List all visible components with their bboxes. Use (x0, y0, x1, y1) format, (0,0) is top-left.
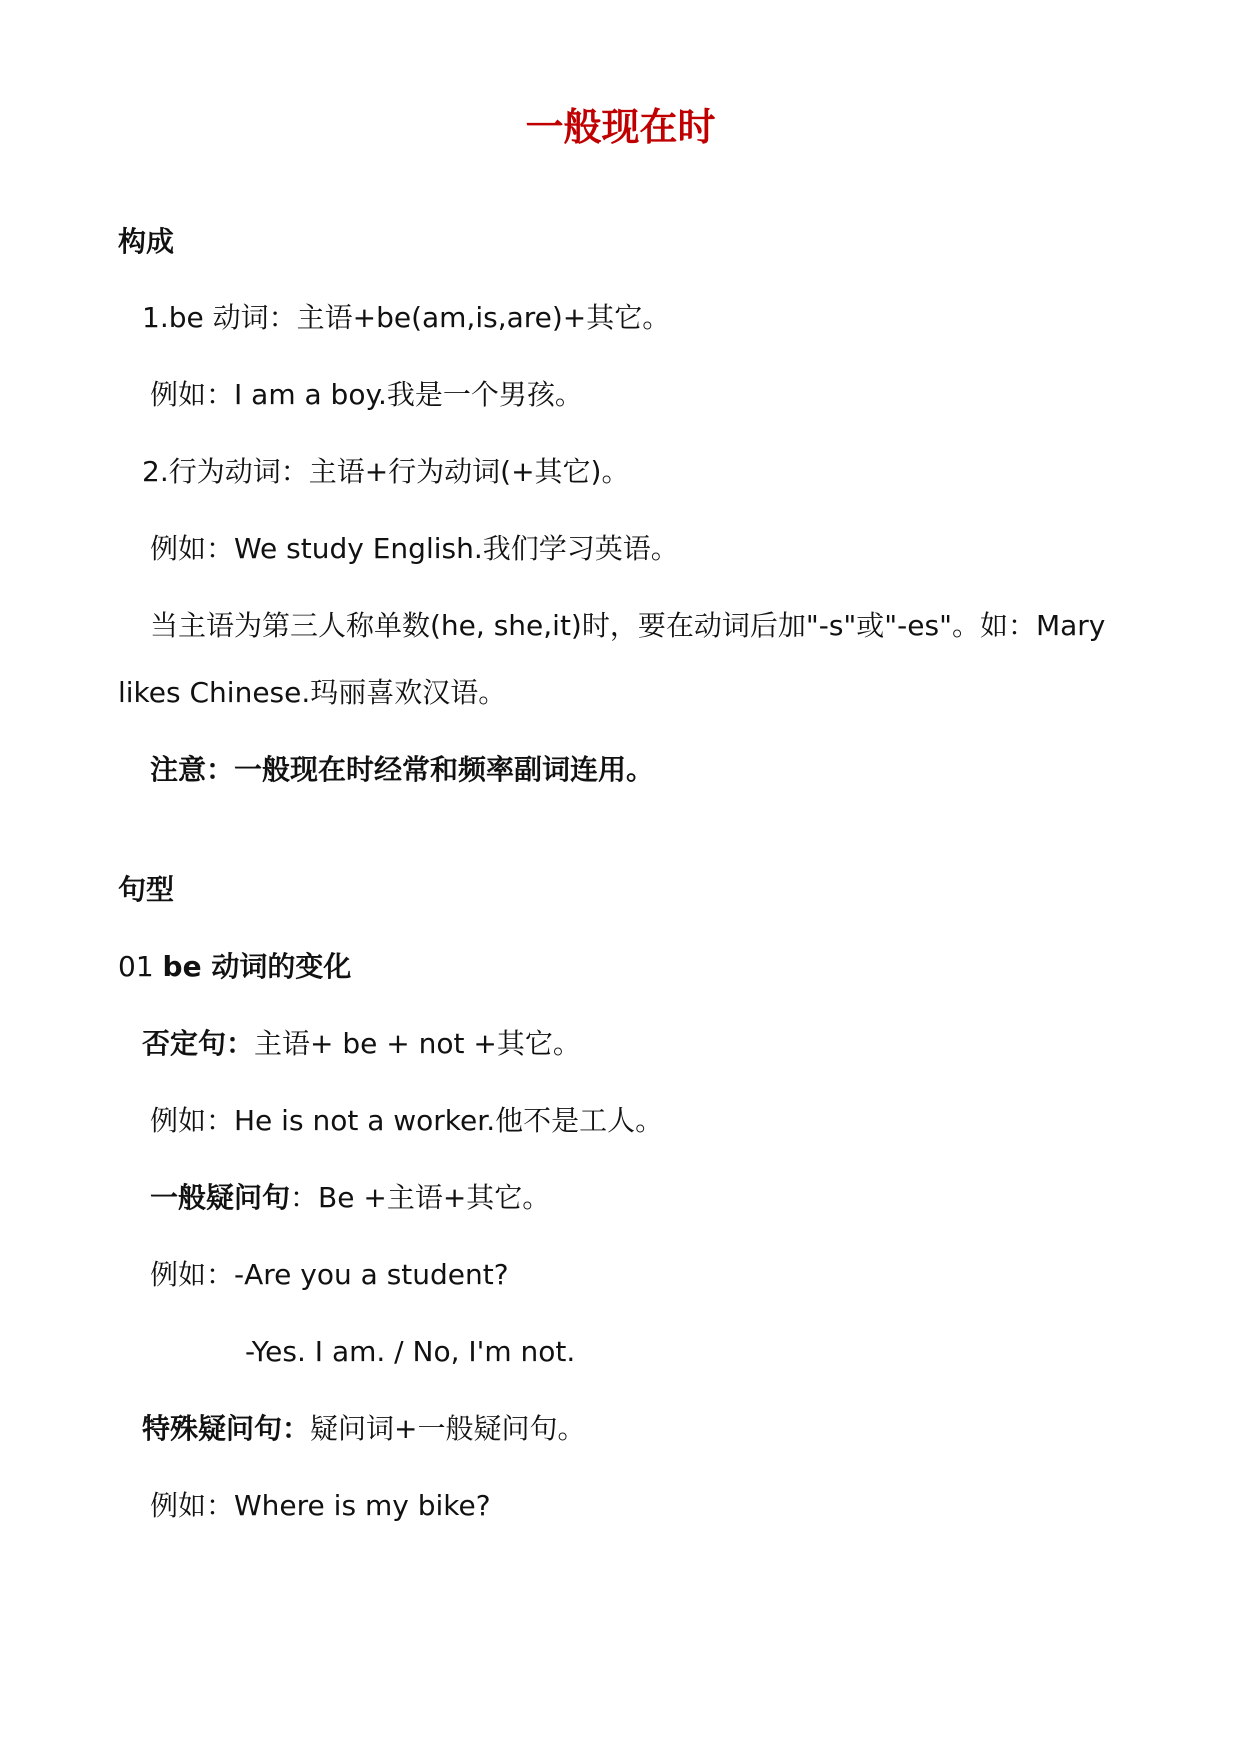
subsection-number: 01 (118, 950, 163, 983)
general-question-rule (150, 1178, 550, 1218)
special-question-formula: 疑问词+一般疑问句。 (310, 1412, 586, 1445)
general-question-label: 一般疑问句 (150, 1181, 291, 1214)
third-person-rule-line1: 当主语为第三人称单数(he, she,it)时，要在动词后加"-s"或"-es"。如：Mary (150, 609, 1106, 642)
general-question-example: 例如：-Are you a student? (150, 1258, 509, 1291)
section-heading-sentence-patterns: 句型 (118, 873, 175, 906)
negative-formula: 主语+ be + not +其它。 (254, 1027, 581, 1060)
action-verb-rule: 2.行为动词：主语+行为动词(+其它)。 (142, 455, 630, 488)
page-title: 一般现在时 (525, 105, 716, 149)
frequency-adverb-note: 注意：一般现在时经常和频率副词连用。 (150, 753, 655, 786)
action-verb-example: 例如：We study English.我们学习英语。 (150, 532, 679, 565)
subsection-label: be 动词的变化 (162, 950, 352, 983)
third-person-rule-line2: likes Chinese.玛丽喜欢汉语。 (118, 676, 507, 709)
general-question-formula: ：Be +主语+其它。 (290, 1181, 551, 1214)
be-verb-rule: 1.be 动词：主语+be(am,is,are)+其它。 (142, 301, 671, 334)
negative-example: 例如：He is not a worker.他不是工人。 (150, 1104, 664, 1137)
negative-label: 否定句： (142, 1027, 255, 1060)
special-question-label: 特殊疑问句： (142, 1412, 311, 1445)
negative-sentence-rule (142, 1024, 581, 1064)
special-question-example: 例如：Where is my bike? (150, 1489, 491, 1522)
special-question-rule (142, 1409, 585, 1449)
be-verb-example: 例如：I am a boy.我是一个男孩。 (150, 378, 583, 411)
general-question-answer: -Yes. I am. / No, I'm not. (245, 1335, 576, 1368)
section-heading-composition: 构成 (118, 225, 175, 258)
subsection-title (118, 947, 351, 987)
